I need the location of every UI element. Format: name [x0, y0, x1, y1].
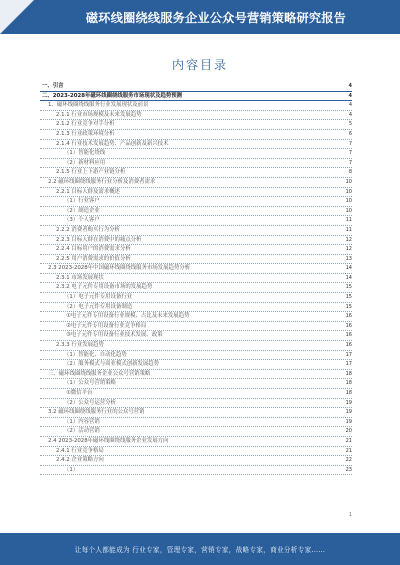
toc-entry[interactable]: [40, 418, 352, 428]
toc-entry[interactable]: [40, 92, 352, 102]
toc-entry-text: 2.1.2 行业竞争对手分析: [56, 121, 115, 128]
toc-entry[interactable]: [40, 293, 352, 303]
toc-entry-text: 2.1.3 行业政策环境分析: [56, 130, 115, 137]
page-number: 1: [348, 512, 352, 518]
toc-entry-text: ①电子元件专用设备行业规模、占比及未来发展趋势: [66, 313, 190, 320]
toc-entry-page: 21: [345, 437, 352, 444]
toc-entry-text: （1）电子元件专用设备行业: [64, 294, 133, 301]
toc-entry[interactable]: [40, 188, 352, 198]
toc-entry-page: 21: [345, 447, 352, 454]
table-of-contents: [40, 82, 352, 475]
toc-entry-page: 16: [345, 332, 352, 339]
toc-entry[interactable]: [40, 226, 352, 236]
toc-entry-page: 6: [348, 130, 352, 137]
toc-entry-text: （1）智能化绕线: [64, 150, 106, 157]
toc-entry[interactable]: [40, 322, 352, 332]
toc-entry-page: 19: [345, 418, 352, 425]
toc-entry-text: 2.4.1 行业竞争格局: [56, 447, 104, 454]
toc-entry-text: （1）行业客户: [64, 198, 100, 205]
toc-entry-text: 2.3.2 电子元件专用设备市场的发展趋势: [56, 284, 153, 291]
toc-entry-page: 18: [345, 390, 352, 396]
toc-entry-page: 12: [345, 246, 352, 253]
toc-entry-text: 2.2.1 目标人群及需求概述: [56, 188, 120, 195]
toc-entry-page: 16: [345, 342, 352, 349]
toc-entry-page: 10: [345, 207, 352, 214]
toc-entry-page: 4: [348, 83, 352, 89]
toc-entry[interactable]: [40, 303, 352, 313]
toc-entry-text: （2）活动营销: [64, 428, 100, 435]
toc-entry-page: 5: [348, 121, 352, 128]
toc-entry-text: 一、引言: [42, 83, 64, 89]
toc-entry-text: 二、2023-2028年磁环线圈绕线服务市场现状及趋势预测: [42, 92, 183, 99]
toc-entry-text: 2.1.5 行业上下游产业链分析: [56, 169, 126, 176]
toc-entry-text: （2）制造企业: [64, 207, 100, 214]
toc-entry-text: 2.4 2023-2028年磁环线圈绕线服务企业发展方向: [48, 437, 169, 444]
toc-entry-text: 2.2.5 用户消费需求的价值分析: [56, 255, 131, 262]
toc-entry-page: 7: [348, 150, 352, 157]
toc-entry-page: 18: [345, 380, 352, 387]
report-title: 磁环线圈绕线服务企业公众号营销策略研究报告: [85, 11, 347, 25]
toc-entry[interactable]: [40, 120, 352, 130]
toc-entry-text: （1）: [64, 466, 79, 473]
toc-entry-page: 15: [345, 284, 352, 291]
toc-entry[interactable]: [40, 379, 352, 389]
toc-entry-page: 20: [345, 428, 352, 435]
toc-entry[interactable]: [40, 82, 352, 92]
toc-entry-text: （2）电子元件专用设备制造: [64, 303, 133, 310]
toc-entry-page: 10: [345, 178, 352, 185]
toc-entry[interactable]: [40, 399, 352, 409]
toc-entry-text: 2.2.2 消费者购买行为分析: [56, 226, 120, 233]
toc-entry-text: 3.2 磁环线圈绕线服务行业的公众号营销: [48, 409, 145, 416]
toc-entry-page: 19: [345, 409, 352, 416]
toc-entry-text: （2）新材料应用: [64, 159, 106, 166]
toc-entry-page: 4: [348, 111, 352, 118]
toc-entry-page: 15: [345, 303, 352, 310]
toc-entry-text: 2.3.1 市场发展现状: [56, 274, 104, 281]
toc-entry-page: 10: [345, 198, 352, 205]
toc-entry[interactable]: [40, 341, 352, 351]
toc-entry-text: 2.2 磁环线圈绕线服务行业分析及消费者需求: [48, 178, 156, 185]
toc-entry-text: 2.3.3 行业发展趋势: [56, 342, 104, 349]
toc-entry[interactable]: [40, 274, 352, 284]
toc-entry-page: 11: [345, 217, 352, 224]
toc-entry[interactable]: [40, 159, 352, 169]
toc-entry[interactable]: [40, 236, 352, 246]
toc-entry-page: 7: [348, 159, 352, 166]
toc-entry[interactable]: [40, 149, 352, 159]
toc-entry-page: 18: [345, 370, 352, 377]
toc-entry[interactable]: [40, 101, 352, 111]
toc-entry[interactable]: [40, 456, 352, 466]
toc-entry-page: 17: [345, 351, 352, 358]
toc-entry-text: 2.4.2 企业策略方向: [56, 457, 104, 464]
toc-entry-page: 12: [345, 236, 352, 243]
toc-entry-text: 2.1.1 行业市场规模及未来发展趋势: [56, 111, 142, 118]
toc-entry-page: 15: [345, 294, 352, 301]
toc-entry[interactable]: [40, 178, 352, 188]
toc-entry-text: ②电子元件专用设备行业竞争格局: [66, 322, 147, 329]
toc-entry-page: 23: [345, 466, 352, 473]
toc-entry-page: 14: [345, 274, 352, 281]
header-corner-decoration: [0, 0, 34, 34]
toc-entry[interactable]: [40, 389, 352, 399]
toc-entry[interactable]: [40, 216, 352, 226]
toc-heading: 内容目录: [171, 58, 228, 72]
toc-entry-text: 1、磁环线圈绕线服务行业发展现状及前景: [48, 102, 149, 109]
toc-entry[interactable]: [40, 312, 352, 322]
report-header-banner: [0, 0, 400, 34]
toc-entry[interactable]: [40, 408, 352, 418]
toc-entry[interactable]: [40, 168, 352, 178]
toc-entry-text: 三、磁环线圈绕线服务企业公众号营销策略: [48, 370, 151, 377]
toc-entry-page: 4: [348, 102, 352, 109]
toc-entry[interactable]: [40, 245, 352, 255]
toc-entry-text: 2.1.4 行业技术发展趋势、产品创新及新兴技术: [56, 140, 169, 147]
toc-entry[interactable]: [40, 130, 352, 140]
toc-entry-text: （2）服务模式与商业模式创新发展趋势: [64, 361, 160, 368]
toc-entry-page: 17: [345, 361, 352, 368]
toc-entry[interactable]: [40, 360, 352, 370]
toc-entry[interactable]: [40, 351, 352, 361]
toc-entry-page: 7: [348, 140, 352, 147]
toc-entry-text: 2.2.4 目标用户的消费需求分析: [56, 246, 131, 253]
toc-entry-page: 19: [345, 399, 352, 406]
toc-entry-page: 8: [348, 169, 352, 176]
toc-entry-page: 16: [345, 322, 352, 329]
toc-entry-text: （1）公众号营销策略: [64, 380, 116, 387]
toc-entry-text: （3）个人客户: [64, 217, 100, 224]
toc-entry[interactable]: [40, 437, 352, 447]
toc-entry-page: 13: [345, 255, 352, 262]
toc-entry[interactable]: [40, 264, 352, 274]
toc-entry[interactable]: [40, 283, 352, 293]
footer-slogan: 让每个人都能成为 行业专家，管理专家，营销专家，战略专家，商业分析专家……: [74, 546, 326, 554]
toc-entry[interactable]: [40, 466, 352, 476]
toc-entry[interactable]: [40, 447, 352, 457]
toc-entry-page: 14: [345, 265, 352, 272]
footer-banner: [0, 533, 400, 565]
toc-entry-page: 10: [345, 188, 352, 195]
toc-entry[interactable]: [40, 370, 352, 380]
toc-entry-text: 2.2.3 目标人群在消费中的痛点分析: [56, 236, 142, 243]
toc-entry[interactable]: [40, 111, 352, 121]
toc-entry[interactable]: [40, 427, 352, 437]
toc-entry[interactable]: [40, 255, 352, 265]
toc-entry-text: （1）内容营销: [64, 418, 100, 425]
toc-entry-page: 16: [345, 313, 352, 320]
toc-entry-page: 4: [348, 92, 352, 99]
toc-entry-page: 22: [345, 457, 352, 464]
toc-entry[interactable]: [40, 140, 352, 150]
toc-entry[interactable]: [40, 331, 352, 341]
toc-entry-text: （1）智能化、自动化趋势: [64, 351, 127, 358]
toc-entry-text: （2）公众号运营分析: [64, 399, 116, 406]
toc-entry[interactable]: [40, 197, 352, 207]
toc-entry-text: ①微信平台: [66, 390, 93, 396]
toc-entry[interactable]: [40, 207, 352, 217]
toc-entry-text: 2.3 2023-2028年中国磁环线圈绕线服务市场发展趋势分析: [48, 265, 191, 272]
toc-entry-text: ③电子元件专用设备行业技术发展、政策: [66, 332, 163, 339]
toc-entry-page: 11: [345, 226, 352, 233]
